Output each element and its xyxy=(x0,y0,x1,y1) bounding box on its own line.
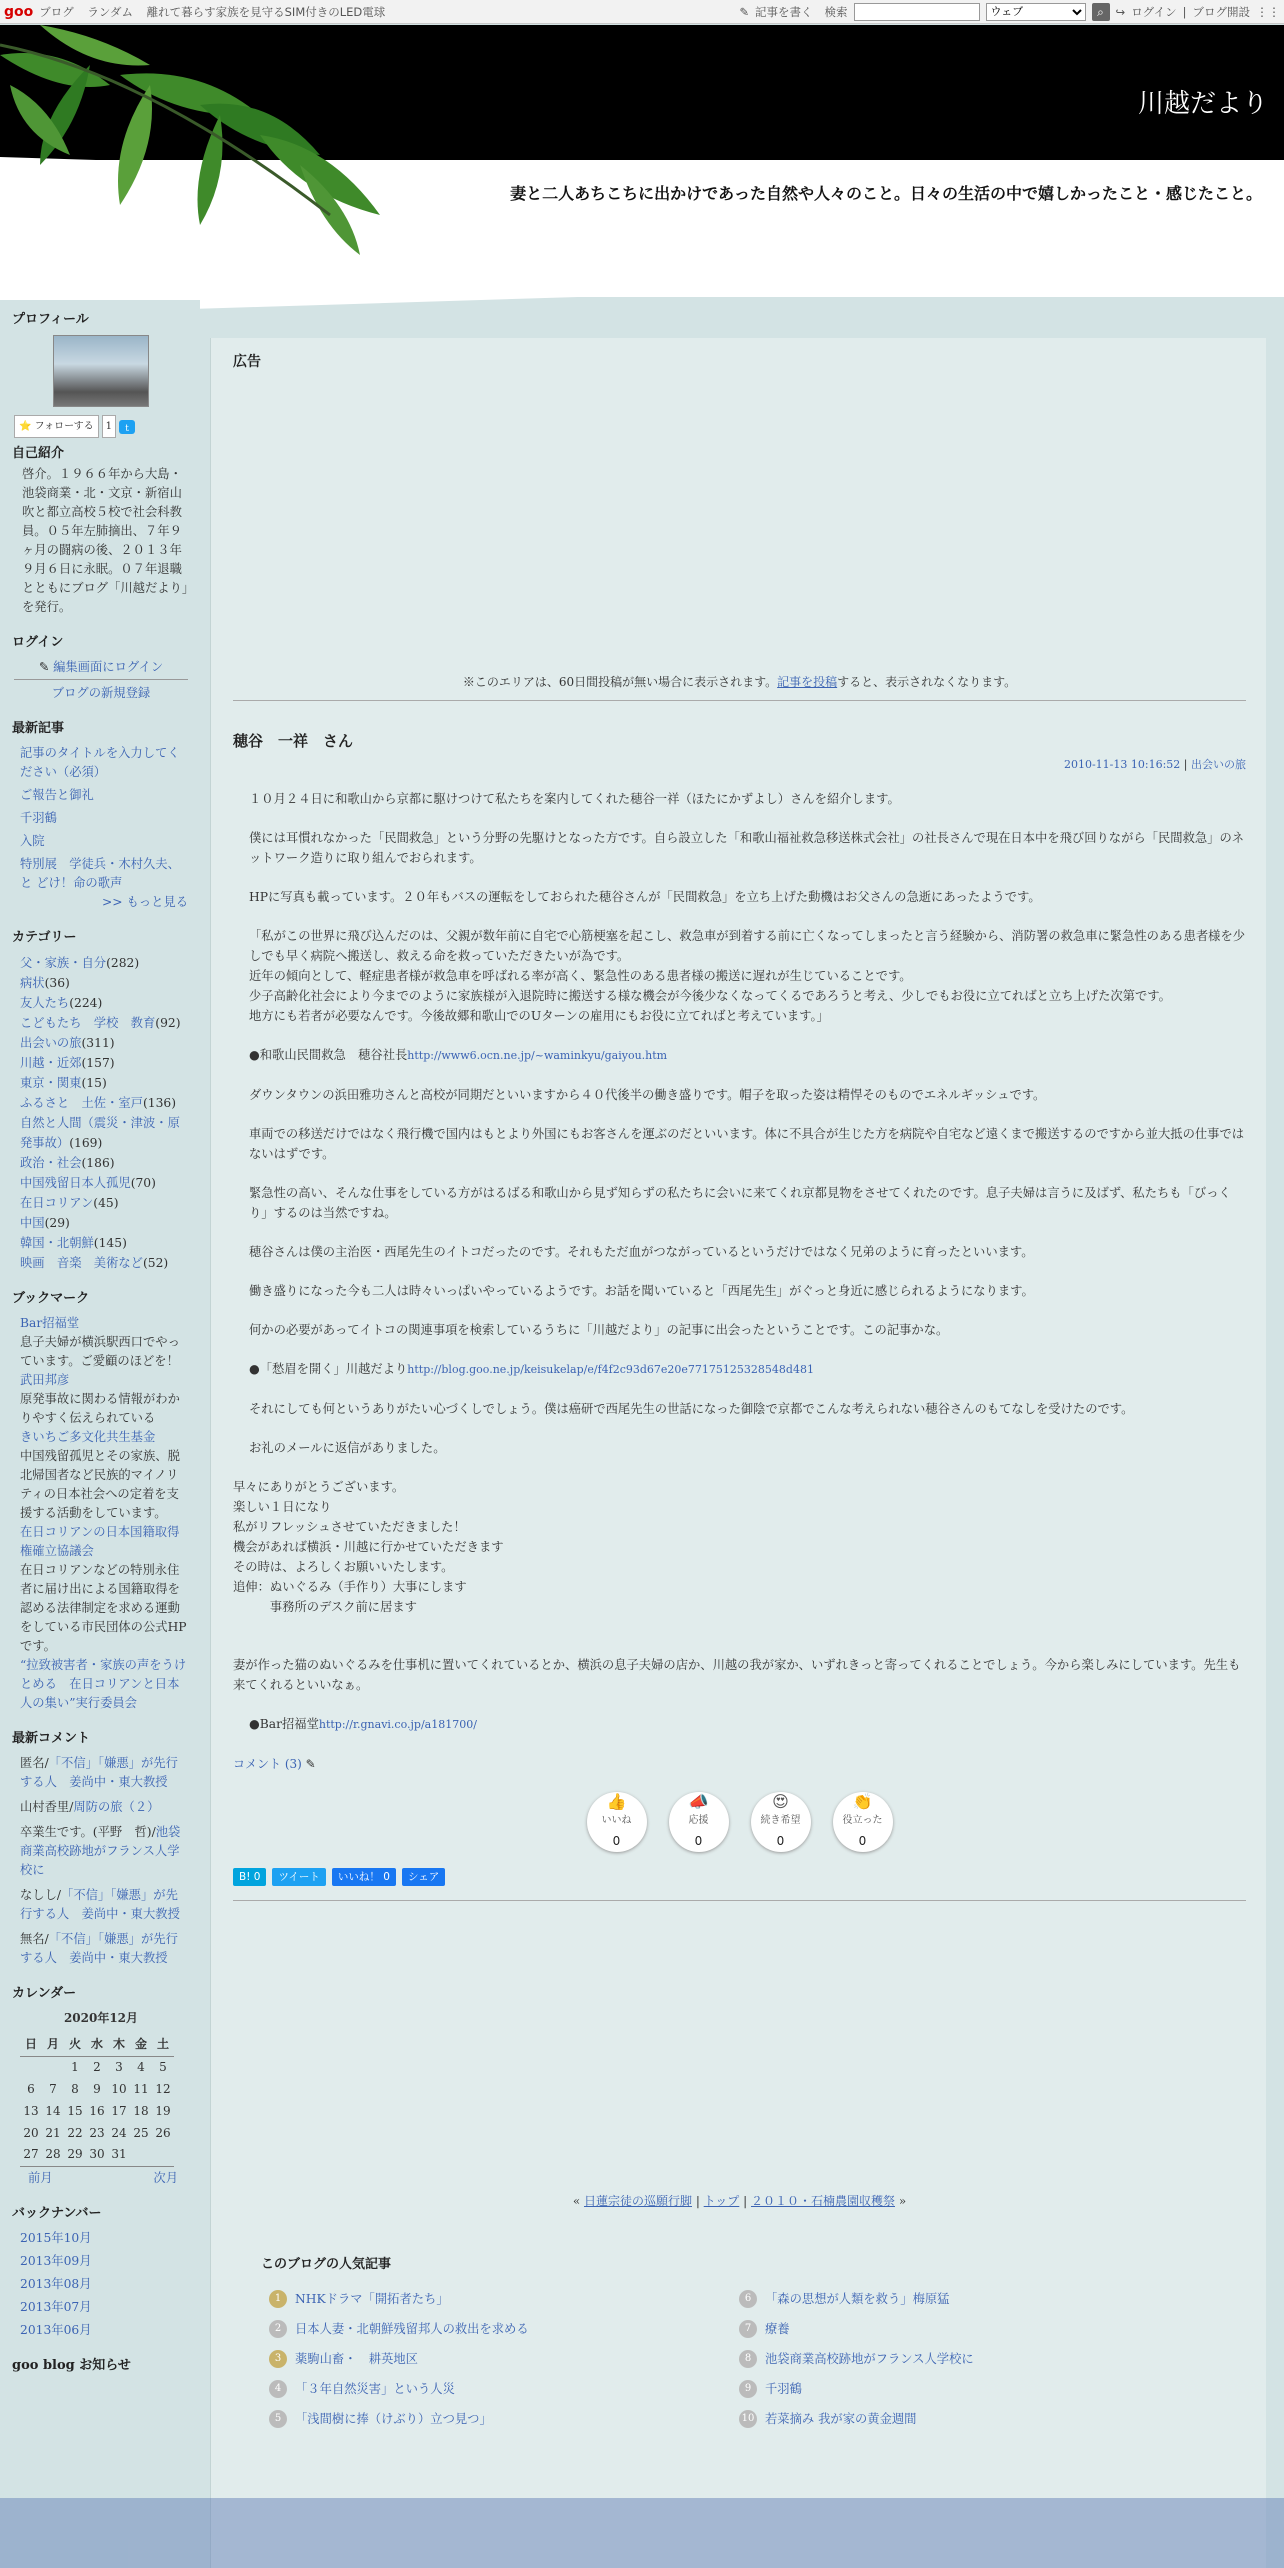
post-navigation: « 日蓮宗徒の巡願行脚 | トップ | ２０１０・石楠農園収穫祭 » xyxy=(572,2194,907,2208)
recent-item[interactable]: 千羽鶴 xyxy=(20,811,57,825)
top-bar: goo ブログ ランダム 離れて暮らす家族を見守るSIM付きのLED電球 ✎ 記事を書く 検索 ウェブ ⌕ ↪ ログイン | ブログ開設 ⋮⋮ xyxy=(0,0,1284,24)
login-icon: ↪ xyxy=(1115,5,1126,19)
popular-item[interactable]: 千羽鶴 xyxy=(765,2382,802,2396)
share-button[interactable]: シェア xyxy=(402,1868,445,1886)
popular-item[interactable]: 池袋商業高校跡地がフランス人学校に xyxy=(765,2352,974,2366)
minkyu-link[interactable]: http://www6.ocn.ne.jp/~waminkyu/gaiyou.htm xyxy=(407,1049,668,1062)
follow-count: 1 xyxy=(102,415,116,438)
pencil-icon[interactable]: ✎ xyxy=(305,1757,316,1771)
backnumber-item[interactable]: 2013年09月 xyxy=(20,2253,92,2268)
category-item[interactable]: 中国残留日本人孤児 xyxy=(20,1176,131,1190)
sidebar: プロフィール ⭐ フォローする 1 t 自己紹介 啓介。１９６６年から大島・池袋商業・北・文京・新宿山吹と都立高校５校で社会科教員。０５年左肺摘出、７年９ヶ月の闘病の後、２０１３年９月６日に永眠。０７年退職とともにブログ「川越だより」を発行。 ログイン ✎ 編集画面にログイン ブログの新規登録 最新記事 記事のタイトルを入力してください（必須） ご報告と御礼 千羽鶴 入院 特別展 学徒兵・木村久夫、と どけ！命の歌声 >> もっと見る カテゴリー 父・家族・自分(282) 病状(36) 友人たち(224) こどもたち 学校 教育(92) 出会いの旅(311) 川越・近郊(157) 東京・関東(15) ふるさと 土佐・室戸(136) 自然と人間（震災・津波・原発事故）(169) 政治・社会(186) 中国残留日本人孤児(70) 在日コリアン(45) 中国(29) 韓国・北朝鮮(145) 映画 音楽 美術など(52) ブックマーク Bar招福堂 息子夫婦が横浜駅西口でやっています。ご愛顧のほどを！ 武田邦彦 原発事故に関わる情報がわかりやすく伝えられている きいちご多文化共生基金 中国残留孤児とその家族、脱北帰国者など民族的マイノリティの日本社会への定着を支援する活動をしています。 在日コリアンの日本国籍取得権確立協議会 在日コリアンなどの特別永住者に届け出による国籍取得を認める法律制定を求める運動をしている市民団体の公式HPです。 “拉致被害者・家族の声をうけとめる 在日コリアンと日本人の集い”実行委員会 最新コメント 匿名/「不信」「嫌悪」が先行する人 姜尚中・東大教授 山村香里/周防の旅（２） 卒業生です。(平野 哲)/池袋商業高校跡地がフランス人学校に なしし/「不信」「嫌悪」が先行する人 姜尚中・東大教授 無名/「不信」「嫌悪」が先行する人 姜尚中・東大教授 カレンダー 2020年12月 日 月 火 水 木 金 土 1 2 3 4 5 6 7 8 9 10 11 12 13 14 15 16 17 18 19 20 21 22 23 24 25 26 27 28 29 30 31 前月 次月 バックナンバー 2015年10月 2013年09月 2013年08月 2013年07月 2013年06月 goo blog お知らせ xyxy=(0,300,200,2568)
intro-text: 啓介。１９６６年から大島・池袋商業・北・文京・新宿山吹と都立高校５校で社会科教員。０５年左肺摘出、７年９ヶ月の闘病の後、２０１３年９月６日に永眠。０７年退職とともにブログ「川越だより」を発行。 xyxy=(22,467,189,614)
post-body: １０月２４日に和歌山から京都に駆けつけて私たちを案内してくれた穂谷一祥（ほたにかずよし）さんを紹介します。 僕には耳慣れなかった「民間救急」という分野の先駆けとなった方です。自ら設立した「和歌山福祉救急移送株式会社」の社長さんで現在日本中を飛び回りながら「民間救急」のネットワーク造りに取り組んでおられます。 HPに写真も載っています。２０年もバスの運転をしておられた穂谷さんが「民間救急」を立ち上げた動機はお父さんの急逝にあったようです。 「私がこの世界に飛び込んだのは、父親が数年前に自宅で心筋梗塞を起こし、救急車が到着する前に亡くなってしまったと言う経験から、消防署の救急車に緊急性のある患者様を少しでも早く病院へ搬送し、救える命を救っていただきたいが為です。 近年の傾向として、軽症患者様が救急車を呼ばれる率が高く、緊急性のある患者様の搬送に遅れが生じていることです。 少子高齢化社会により今までのように家族様が入退院時に搬送する様な機会が今後少なくなってくるであろうと考え、少しでもお役に立てればと立ち上げた次第です。 地方にも若者が必要なんです。今後故郷和歌山でのUターンの雇用にもお役に立てればと考えています。」 ●和歌山民間救急 穂谷社長http://www6.ocn.ne.jp/~waminkyu/gaiyou.htm ダウンタウンの浜田雅功さんと高校が同期だといいますから４０代後半の働き盛りです。帽子を取った姿は精悍そのものでエネルギッシュです。 車両での移送だけではなく飛行機で国内はもとより外国にもお客さんを運ぶのだといいます。体に不具合が生じた方を病院や自宅など遠くまで搬送するのですから並大抵の仕事ではないはずです。 緊急性の高い、そんな仕事をしている方がはるばる和歌山から見ず知らずの私たちに会いに来てくれ京都見物をさせてくれたのです。息子夫婦は言うに及ばず、私たちも「びっくり」するのは当然ですね。 穂谷さんは僕の主治医・西尾先生のイトコだったのです。それもただ血がつながっているというだけではなく兄弟のように育ったといいます。 働き盛りになった今も二人は時々いっぱいやっているようです。お話を聞いていると「西尾先生」がぐっと身近に感じられるようになります。 何かの必要があってイトコの関連事項を検索しているうちに「川越だより」の記事に出会ったということです。この記事かな。 ●「愁眉を開く」川越だよりhttp://blog.goo.ne.jp/keisukelap/e/f4f2c93d67e20e771751253285​48d481 それにしても何というありがたい心づくしでしょう。僕は癌研で西尾先生の世話になった御陰で京都でこんな考えられない穂谷さんのもてなしを受けたのです。 お礼のメールに返信がありました。 早々にありがとうございます。 楽しい１日になり 私がリフレッシュさせていただきました！ 機会があれば横浜・川越に行かせていただきます その時は、よろしくお願いいたします。 追伸：ぬいぐるみ（手作り）大事にします 事務所のデスク前に居ます 妻が作った猫のぬいぐるみを仕事机に置いてくれているとか、横浜の息子夫婦の店か、川越の我が家か、いずれきっと寄ってくれることでしょう。今から楽しみにしています。先生も来てくれるといいなぁ。 ●Bar招福堂http://r.gnavi.co.jp/a181700/ xyxy=(233,792,1246,1731)
backnumber-item[interactable]: 2013年06月 xyxy=(20,2322,92,2337)
category-heading: カテゴリー xyxy=(12,930,77,945)
category-item[interactable]: 東京・関東 xyxy=(20,1076,82,1090)
category-item[interactable]: ふるさと 土佐・室戸 xyxy=(20,1096,143,1110)
tweet-button[interactable]: ツイート xyxy=(272,1868,325,1886)
leaves-decoration-icon xyxy=(0,25,420,255)
calendar-prev[interactable]: 前月 xyxy=(28,2170,53,2185)
category-item[interactable]: 出会いの旅 xyxy=(20,1036,82,1050)
search-label: 検索 xyxy=(824,5,848,19)
popular-list: 1 NHKドラマ「開拓者たち」 6 「森の思想が人類を救う」梅原猛 2 日本人妻・北朝鮮残留邦人の救出を求める 7 療養 3 薬駒山畜・ 耕英地区 8 池袋商業高校跡地がフランス人学校に 4 「３年自然災害」という人災 9 千羽鶴 5 「浅間樹に捧（けぶり）立つ見つ」 10 若菜摘み 我が家の黄金週間 xyxy=(269,2289,1246,2429)
ad-heading: 広告 xyxy=(233,354,261,370)
follow-button[interactable]: ⭐ フォローする xyxy=(14,415,99,438)
blog-title[interactable]: 川越だより xyxy=(1137,89,1268,119)
comment-link[interactable]: 「不信」「嫌悪」が先行する人 姜尚中・東大教授 xyxy=(20,1888,180,1921)
blog-description: 妻と二人あちこちに出かけであった自然や人々のこと。日々の生活の中で嬉しかったこと・感じたこと。 xyxy=(510,184,1262,203)
next-post-link[interactable]: ２０１０・石楠農園収穫祭 xyxy=(750,2194,895,2208)
category-item[interactable]: 父・家族・自分 xyxy=(20,956,107,970)
popular-item[interactable]: 若菜摘み 我が家の黄金週間 xyxy=(765,2412,917,2426)
comment-link[interactable]: 「不信」「嫌悪」が先行する人 姜尚中・東大教授 xyxy=(20,1932,178,1965)
backnumber-item[interactable]: 2013年07月 xyxy=(20,2299,92,2314)
backnumber-item[interactable]: 2015年10月 xyxy=(20,2230,92,2245)
facebook-like-button[interactable]: いいね！ 0 xyxy=(332,1868,396,1886)
main-content xyxy=(210,338,1266,2568)
like-stamp[interactable]: 👍 いいね 0 xyxy=(587,1792,647,1852)
comment-link[interactable]: 「不信」「嫌悪」が先行する人 姜尚中・東大教授 xyxy=(20,1756,178,1789)
popular-item[interactable]: 薬駒山畜・ 耕英地区 xyxy=(295,2352,418,2366)
popular-item[interactable]: 療養 xyxy=(765,2322,790,2336)
popular-item[interactable]: 「３年自然災害」という人災 xyxy=(295,2382,455,2396)
blog-header xyxy=(0,25,1284,315)
want-more-stamp[interactable]: 😍 続き希望 0 xyxy=(751,1792,811,1852)
comment-link[interactable]: 周防の旅（２） xyxy=(73,1800,160,1814)
recent-item[interactable]: ご報告と御礼 xyxy=(20,788,94,802)
comment-heading: 最新コメント xyxy=(12,1731,91,1746)
backnumber-heading: バックナンバー xyxy=(12,2205,102,2221)
category-item[interactable]: 中国 xyxy=(20,1216,45,1230)
kawagoe-link[interactable]: http://blog.goo.ne.jp/keisukelap/e/f4f2c93d67e20e771751253285​48d481 xyxy=(407,1363,814,1376)
calendar-next[interactable]: 次月 xyxy=(153,2170,178,2185)
intro-heading: 自己紹介 xyxy=(12,446,65,461)
backnumber-item[interactable]: 2013年08月 xyxy=(20,2276,92,2291)
category-item[interactable]: 在日コリアン xyxy=(20,1196,94,1210)
category-item[interactable]: 韓国・北朝鮮 xyxy=(20,1236,94,1250)
ad-note: ※このエリアは、60日間投稿が無い場合に表示されます。記事を投稿すると、表示されなくなります。 xyxy=(462,675,1017,689)
blog-open-link[interactable]: ブログ開設 xyxy=(1192,5,1250,19)
recent-item[interactable]: 記事のタイトルを入力してください（必須） xyxy=(20,746,180,779)
search-input[interactable] xyxy=(854,3,980,21)
post-title[interactable]: 穂谷 一祥 さん xyxy=(233,732,354,750)
more-link[interactable]: >> もっと見る xyxy=(101,895,188,909)
calendar-month: 2020年12月 xyxy=(63,2011,139,2025)
hatena-bookmark-button[interactable]: B! 0 xyxy=(233,1868,266,1886)
goo-logo[interactable]: goo xyxy=(4,3,34,20)
category-item[interactable]: 自然と人間（震災・津波・原発事故） xyxy=(20,1116,180,1150)
write-post-link[interactable]: 記事を書く xyxy=(755,5,813,19)
comment-link[interactable]: 池袋商業高校跡地がフランス人学校に xyxy=(20,1825,181,1877)
recent-item[interactable]: 入院 xyxy=(20,834,45,848)
nav-random[interactable]: ランダム xyxy=(87,4,133,19)
bottom-overlay-band xyxy=(0,2498,1284,2568)
bookmark-link[interactable]: Bar招福堂 xyxy=(20,1316,80,1330)
avatar[interactable] xyxy=(53,335,149,407)
cheer-stamp[interactable]: 📣 応援 0 xyxy=(669,1792,729,1852)
login-link[interactable]: ログイン xyxy=(1131,5,1177,19)
bar-link[interactable]: http://r.gnavi.co.jp/a181700/ xyxy=(318,1718,477,1731)
category-item[interactable]: 映画 音楽 美術など xyxy=(20,1256,143,1270)
pencil-icon: ✎ xyxy=(38,660,54,674)
grid-menu-icon[interactable]: ⋮⋮ xyxy=(1256,5,1280,19)
share-buttons xyxy=(233,1868,1246,1886)
top-link[interactable]: トップ xyxy=(703,2194,740,2208)
bookmark-link[interactable]: “拉致被害者・家族の声をうけとめる 在日コリアンと日本人の集い”実行委員会 xyxy=(20,1658,187,1710)
edit-login-link[interactable]: 編集画面にログイン xyxy=(53,660,164,674)
category-item[interactable]: 病状 xyxy=(20,976,45,990)
bookmark-link[interactable]: 武田邦彦 xyxy=(20,1373,70,1387)
post-meta: 2010-11-13 10:16:52 | 出会いの旅 xyxy=(1063,758,1246,771)
popular-item[interactable]: 日本人妻・北朝鮮残留邦人の救出を求める xyxy=(295,2322,529,2336)
category-item[interactable]: 川越・近郊 xyxy=(20,1056,82,1070)
nav-blog[interactable]: ブログ xyxy=(39,4,74,19)
search-scope-select[interactable] xyxy=(986,3,1086,21)
popular-item[interactable]: 「森の思想が人類を救う」梅原猛 xyxy=(765,2292,950,2306)
reaction-stamps xyxy=(233,1792,1246,1852)
goo-news-heading: goo blog お知らせ xyxy=(12,2357,131,2373)
post-category-link[interactable]: 出会いの旅 xyxy=(1191,758,1246,771)
category-item[interactable]: こどもたち 学校 教育 xyxy=(20,1016,156,1030)
category-item[interactable]: 友人たち xyxy=(20,996,70,1010)
profile-heading: プロフィール xyxy=(12,312,89,327)
search-icon[interactable]: ⌕ xyxy=(1092,3,1110,21)
nav-ad-link[interactable]: 離れて暮らす家族を見守るSIM付きのLED電球 xyxy=(146,4,386,19)
twitter-icon[interactable]: t xyxy=(119,420,135,434)
login-heading: ログイン xyxy=(12,635,64,650)
popular-item[interactable]: 「浅間樹に捧（けぶり）立つ見つ」 xyxy=(295,2412,492,2426)
pencil-icon: ✎ xyxy=(739,5,750,19)
calendar: 日 月 火 水 木 金 土 1 2 3 4 5 6 7 8 9 10 11 12 13 14 15 16 17 18 19 20 21 22 23 24 25 26 27 28 29 30 31 xyxy=(20,2034,174,2167)
prev-post-link[interactable]: 日蓮宗徒の巡願行脚 xyxy=(583,2194,692,2208)
recent-item[interactable]: 特別展 学徒兵・木村久夫、と どけ！命の歌声 xyxy=(20,857,180,890)
bookmark-link[interactable]: 在日コリアンの日本国籍取得権確立協議会 xyxy=(20,1525,180,1558)
recent-heading: 最新記事 xyxy=(12,721,65,736)
popular-item[interactable]: NHKドラマ「開拓者たち」 xyxy=(295,2292,449,2306)
post-article-link[interactable]: 記事を投稿 xyxy=(777,675,838,689)
bookmark-heading: ブックマーク xyxy=(12,1291,90,1306)
new-blog-link[interactable]: ブログの新規登録 xyxy=(51,686,151,700)
bookmark-link[interactable]: きいちご多文化共生基金 xyxy=(20,1430,156,1444)
calendar-heading: カレンダー xyxy=(12,1986,77,2001)
comments-link[interactable]: コメント (3) xyxy=(233,1757,302,1771)
popular-heading: このブログの人気記事 xyxy=(261,2257,392,2272)
helpful-stamp[interactable]: 👏 役立った 0 xyxy=(833,1792,893,1852)
category-item[interactable]: 政治・社会 xyxy=(20,1156,82,1170)
